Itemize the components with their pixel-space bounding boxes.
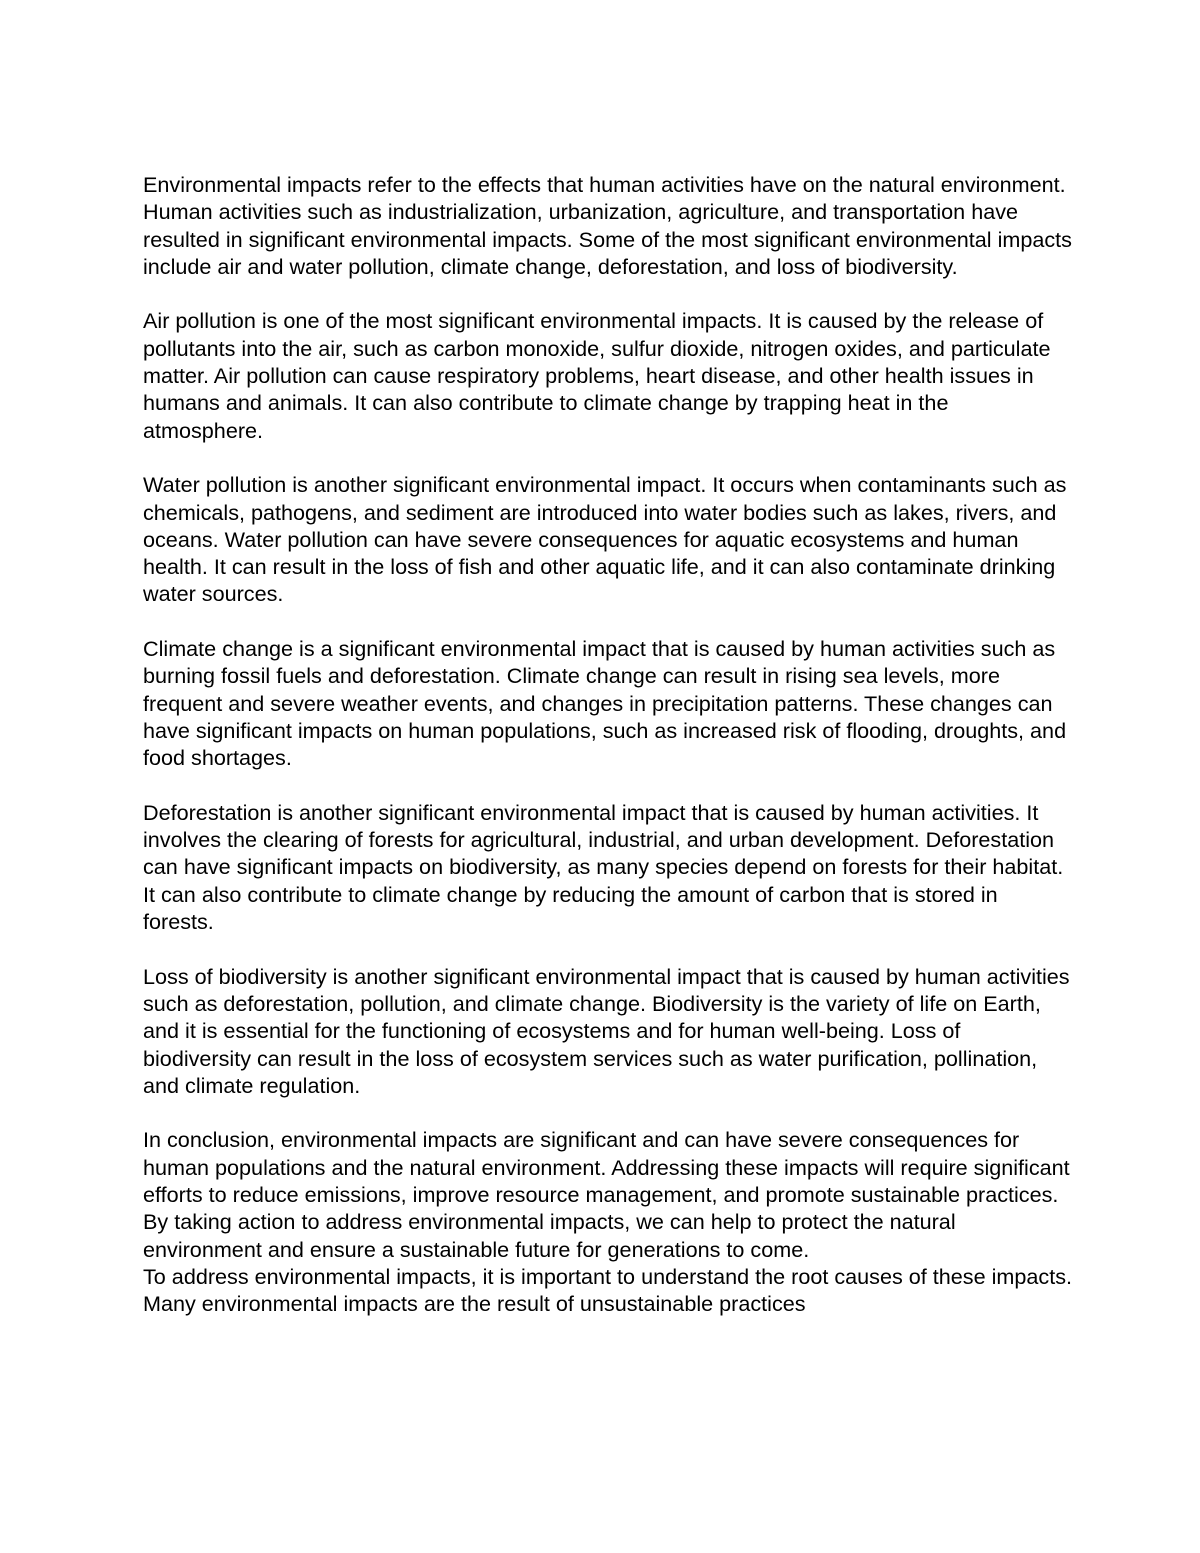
paragraph-air-pollution: Air pollution is one of the most significant environmental impacts. It is caused by the release of pollutants into the air, such as carbon monoxide, sulfur dioxide, nitrogen oxides, and particulate matter. Air pollution can cause respiratory problems, heart disease, and other health issues in humans and animals. It can also contribute to climate change by trapping heat in the atmosphere. — [143, 308, 1051, 443]
paragraph-intro: Environmental impacts refer to the effects that human activities have on the natural environment. Human activities such as industrialization, urbanization, agriculture, and transportation have resulted in significant environmental impacts. Some of the most significant environmental impacts include air and water pollution, climate change, deforestation, and loss of biodiversity. — [143, 172, 1072, 279]
paragraph-climate-change: Climate change is a significant environmental impact that is caused by human activities such as burning fossil fuels and deforestation. Climate change can result in rising sea levels, more frequent and severe weather events, and changes in precipitation patterns. These changes can have significant impacts on human populations, such as increased risk of flooding, droughts, and food shortages. — [143, 636, 1067, 771]
paragraph-root-causes: To address environmental impacts, it is important to understand the root causes of these impacts. Many environmental impacts are the result of unsustainable practices — [143, 1263, 1072, 1317]
paragraph-conclusion: In conclusion, environmental impacts are significant and can have severe consequences for human populations and the natural environment. Addressing these impacts will require significant efforts to reduce emissions, improve resource management, and promote sustainable practices. By taking action to address environmental impacts, we can help to protect the natural environment and ensure a sustainable future for generations to come. — [143, 1127, 1070, 1262]
paragraph-water-pollution: Water pollution is another significant environmental impact. It occurs when contaminants such as chemicals, pathogens, and sediment are introduced into water bodies such as lakes, rivers, and oceans. Water pollution can have severe consequences for aquatic ecosystems and human health. It can result in the loss of fish and other aquatic life, and it can also contaminate drinking water sources. — [143, 472, 1067, 607]
paragraph-biodiversity: Loss of biodiversity is another significant environmental impact that is caused by human activities such as deforestation, pollution, and climate change. Biodiversity is the variety of life on Earth, and it is essential for the functioning of ecosystems and for human well-being. Loss of biodiversity can result in the loss of ecosystem services such as water purification, pollination, and climate regulation. — [143, 963, 1070, 1098]
document-body — [143, 171, 1073, 1317]
paragraph-deforestation: Deforestation is another significant environmental impact that is caused by human activities. It involves the clearing of forests for agricultural, industrial, and urban development. Deforestation can have significant impacts on biodiversity, as many species depend on forests for their habitat. It can also contribute to climate change by reducing the amount of carbon that is stored in forests. — [143, 799, 1064, 935]
